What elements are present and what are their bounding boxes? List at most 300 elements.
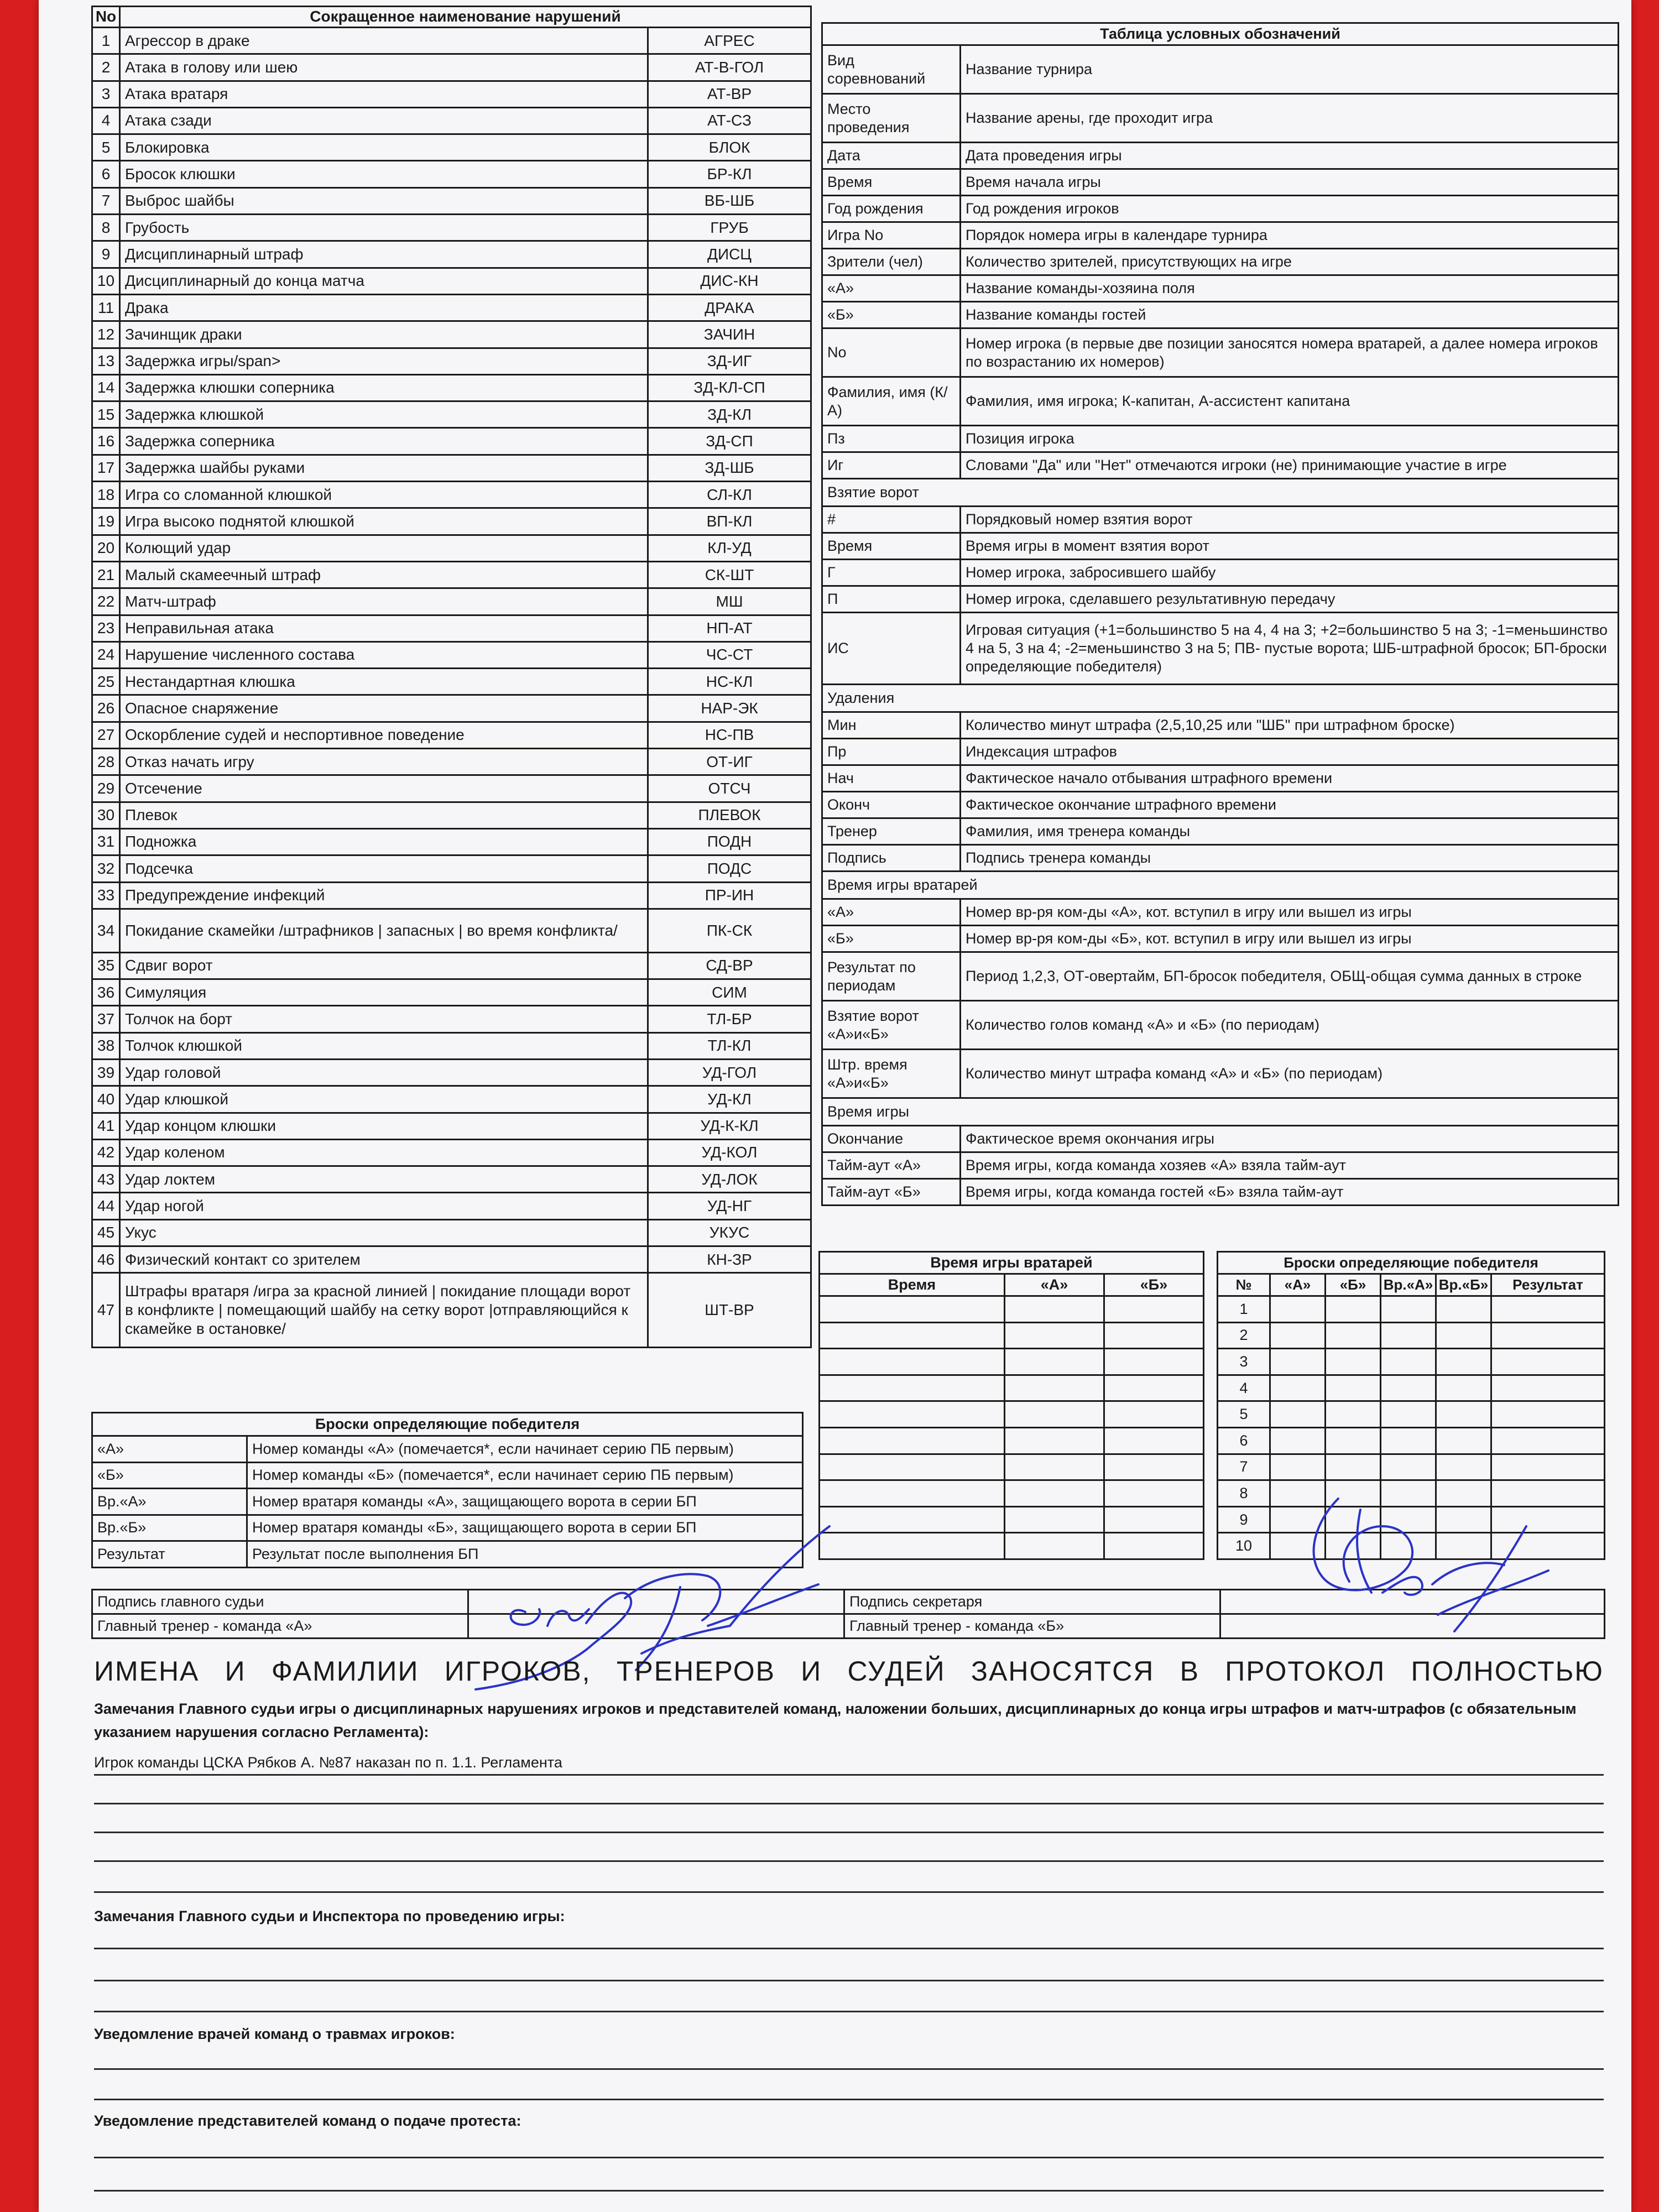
violation-code: ДИС-КН xyxy=(648,268,811,294)
goalie-time-cell xyxy=(1104,1427,1204,1454)
legend-key: Тренер xyxy=(822,818,961,845)
notice-word: ПРОТОКОЛ xyxy=(1225,1656,1386,1687)
violation-code: ВБ-ШБ xyxy=(648,187,811,214)
violation-code: УД-КЛ xyxy=(648,1086,811,1113)
remarks-line xyxy=(94,1948,1604,1949)
protest-title: Уведомление представителей команд о подаче протеста: xyxy=(94,2112,521,2129)
violation-row xyxy=(92,1219,811,1246)
notice-word: ПОЛНОСТЬЮ xyxy=(1411,1656,1604,1687)
legend-value: Номер игрока, забросившего шайбу xyxy=(961,560,1619,586)
violation-name: Отказ начать игру xyxy=(120,749,648,775)
goalie-time-cell xyxy=(1104,1506,1204,1533)
violation-row xyxy=(92,81,811,107)
violation-code: ДИСЦ xyxy=(648,241,811,268)
shootout-number: 5 xyxy=(1218,1401,1270,1428)
violation-number: 1 xyxy=(92,28,120,54)
goalie-time-row xyxy=(820,1480,1204,1507)
violation-number: 18 xyxy=(92,482,120,508)
shootout-legend-row xyxy=(92,1462,803,1489)
violation-number: 42 xyxy=(92,1139,120,1166)
violation-name: Блокировка xyxy=(120,134,648,161)
violation-code: УД-КОЛ xyxy=(648,1139,811,1166)
legend-value: Порядок номера игры в календаре турнира xyxy=(961,222,1619,249)
goalie-time-cell xyxy=(1005,1454,1104,1480)
violation-row xyxy=(92,828,811,855)
remarks-line xyxy=(94,2011,1604,2012)
violations-header-row xyxy=(92,7,811,28)
legend-value: Игровая ситуация (+1=большинство 5 на 4, 4 на 3; +2=большинство 5 на 3; -1=меньшинство 4 на 5, 3 на 4; -2=меньшинство 3 на 5; ПВ- пустые ворота; ШБ-штрафной бросок; БП-броски определяющие победителя) xyxy=(961,613,1619,685)
violation-row xyxy=(92,1086,811,1113)
legend-value: Количество зрителей, присутствующих на игре xyxy=(961,249,1619,275)
legend-value: Время начала игры xyxy=(961,169,1619,196)
violation-code: УКУС xyxy=(648,1219,811,1246)
violation-number: 40 xyxy=(92,1086,120,1113)
violation-number: 44 xyxy=(92,1193,120,1219)
legend-value: Название турнира xyxy=(961,45,1619,94)
violation-number: 45 xyxy=(92,1219,120,1246)
violation-number: 17 xyxy=(92,455,120,481)
legend-row xyxy=(822,845,1619,872)
legend-row xyxy=(822,818,1619,845)
shootout-legend-key: Вр.«Б» xyxy=(92,1515,247,1541)
violation-code: УД-ГОЛ xyxy=(648,1059,811,1086)
violation-code: СД-ВР xyxy=(648,952,811,979)
legend-row xyxy=(822,586,1619,613)
legend-row xyxy=(822,507,1619,533)
legend-value: Номер вр-ря ком-ды «А», кот. вступил в игру или вышел из игры xyxy=(961,899,1619,926)
shootout-number: 10 xyxy=(1218,1533,1270,1559)
violation-row xyxy=(92,401,811,428)
shootout-cell xyxy=(1381,1427,1436,1454)
shootout-cell xyxy=(1381,1296,1436,1323)
shootout-legend-key: «А» xyxy=(92,1436,247,1463)
goalie-time-row xyxy=(820,1349,1204,1375)
legend-value: Словами "Да" или "Нет" отмечаются игроки (не) принимающие участие в игре xyxy=(961,452,1619,479)
violation-row xyxy=(92,952,811,979)
goalie-time-cell xyxy=(1005,1427,1104,1454)
violation-row xyxy=(92,107,811,134)
violation-code: ВП-КЛ xyxy=(648,508,811,535)
goalie-time-row xyxy=(820,1296,1204,1323)
shootout-cell xyxy=(1491,1375,1605,1401)
violation-number: 23 xyxy=(92,615,120,641)
violation-name: Атака сзади xyxy=(120,107,648,134)
legend-key: Мин xyxy=(822,712,961,739)
violation-row xyxy=(92,187,811,214)
violation-row xyxy=(92,722,811,748)
violation-code: ПОДС xyxy=(648,855,811,882)
violation-code: НС-ПВ xyxy=(648,722,811,748)
legend-value: Дата проведения игры xyxy=(961,143,1619,169)
legend-key: Год рождения xyxy=(822,196,961,222)
remarks-line xyxy=(94,2190,1604,2192)
legend-value: Номер игрока (в первые две позиции заносятся номера вратарей, а далее номера игроков по возрастанию их номеров) xyxy=(961,328,1619,377)
violation-code: УД-НГ xyxy=(648,1193,811,1219)
shootout-cell xyxy=(1436,1349,1491,1375)
legend-key: Вид соревнований xyxy=(822,45,961,94)
violation-code: СК-ШТ xyxy=(648,561,811,588)
violation-row xyxy=(92,535,811,561)
violation-name: Драка xyxy=(120,294,648,321)
shootout-row xyxy=(1218,1296,1605,1323)
notice-full-names xyxy=(94,1655,1604,1687)
violation-name: Колющий удар xyxy=(120,535,648,561)
legend-key: Игра No xyxy=(822,222,961,249)
violation-row xyxy=(92,1193,811,1219)
goalie-time-cell xyxy=(1104,1349,1204,1375)
violation-row xyxy=(92,1166,811,1193)
violation-number: 24 xyxy=(92,641,120,668)
violation-name: Удар ногой xyxy=(120,1193,648,1219)
violation-code: ПР-ИН xyxy=(648,882,811,909)
legend-key: Тайм-аут «Б» xyxy=(822,1179,961,1206)
violation-number: 39 xyxy=(92,1059,120,1086)
violation-name: Подножка xyxy=(120,828,648,855)
legend-row xyxy=(822,560,1619,586)
legend-row xyxy=(822,1179,1619,1206)
goalie-time-col-a: «А» xyxy=(1005,1274,1104,1296)
violation-code: БР-КЛ xyxy=(648,161,811,187)
violation-row xyxy=(92,615,811,641)
violation-name: Нарушение численного состава xyxy=(120,641,648,668)
goalie-time-cell xyxy=(820,1401,1005,1428)
shootout-number: 3 xyxy=(1218,1349,1270,1375)
legend-row xyxy=(822,222,1619,249)
shootout-legend-value: Номер вратаря команды «А», защищающего ворота в серии БП xyxy=(247,1489,803,1515)
shootout-number: 9 xyxy=(1218,1506,1270,1533)
legend-value: Подпись тренера команды xyxy=(961,845,1619,872)
violation-name: Толчок на борт xyxy=(120,1006,648,1032)
legend-key: «Б» xyxy=(822,926,961,952)
shootout-legend-row xyxy=(92,1436,803,1463)
violation-code: ОТСЧ xyxy=(648,775,811,802)
violation-code: ЗД-ШБ xyxy=(648,455,811,481)
notice-word: ЗАНОСЯТСЯ xyxy=(971,1656,1155,1687)
legend-row xyxy=(822,872,1619,899)
violation-row xyxy=(92,508,811,535)
violation-row xyxy=(92,775,811,802)
violation-number: 7 xyxy=(92,187,120,214)
legend-row xyxy=(822,479,1619,507)
goalie-time-cell xyxy=(1104,1480,1204,1507)
legend-row xyxy=(822,169,1619,196)
shootout-cell xyxy=(1436,1322,1491,1349)
violation-name: Опасное снаряжение xyxy=(120,695,648,722)
shootout-legend-value: Номер команды «Б» (помечается*, если начинает серию ПБ первым) xyxy=(247,1462,803,1489)
violation-number: 6 xyxy=(92,161,120,187)
violation-code: ГРУБ xyxy=(648,215,811,241)
violation-code: ДРАКА xyxy=(648,294,811,321)
legend-value: Количество минут штрафа (2,5,10,25 или "ШБ" при штрафном броске) xyxy=(961,712,1619,739)
violation-number: 12 xyxy=(92,321,120,348)
notice-word: И xyxy=(801,1656,822,1687)
legend-row xyxy=(822,1152,1619,1179)
legend-value: Количество голов команд «А» и «Б» (по периодам) xyxy=(961,1001,1619,1050)
violation-code: НАР-ЭК xyxy=(648,695,811,722)
violation-number: 4 xyxy=(92,107,120,134)
violation-name: Удар концом клюшки xyxy=(120,1113,648,1139)
goalie-time-cell xyxy=(1104,1296,1204,1323)
legend-row xyxy=(822,712,1619,739)
violation-row xyxy=(92,1139,811,1166)
violation-number: 11 xyxy=(92,294,120,321)
legend-key: «А» xyxy=(822,275,961,302)
shootout-cell xyxy=(1326,1401,1381,1428)
shootout-legend-key: «Б» xyxy=(92,1462,247,1489)
violation-name: Игра высоко поднятой клюшкой xyxy=(120,508,648,535)
violation-row xyxy=(92,215,811,241)
violation-code: ПОДН xyxy=(648,828,811,855)
violation-code: УД-ЛОК xyxy=(648,1166,811,1193)
goalie-time-cell xyxy=(1104,1533,1204,1559)
legend-value: Время игры в момент взятия ворот xyxy=(961,533,1619,560)
violation-number: 16 xyxy=(92,428,120,455)
legend-key: Дата xyxy=(822,143,961,169)
legend-value: Время игры, когда команда гостей «Б» взяла тайм-аут xyxy=(961,1179,1619,1206)
legend-value: Время игры, когда команда хозяев «А» взяла тайм-аут xyxy=(961,1152,1619,1179)
goalie-time-row xyxy=(820,1322,1204,1349)
goalie-time-row xyxy=(820,1375,1204,1401)
shootout-row xyxy=(1218,1427,1605,1454)
legend-key: «Б» xyxy=(822,302,961,328)
violation-code: ШТ-ВР xyxy=(648,1273,811,1348)
violation-number: 34 xyxy=(92,909,120,952)
legend-key: Место проведения xyxy=(822,94,961,143)
legend-key: «А» xyxy=(822,899,961,926)
violation-row xyxy=(92,161,811,187)
legend-key: Подпись xyxy=(822,845,961,872)
goalie-time-row xyxy=(820,1454,1204,1480)
shootout-legend-key: Вр.«А» xyxy=(92,1489,247,1515)
violations-col-no: No xyxy=(92,7,120,28)
goalie-time-cell xyxy=(820,1322,1005,1349)
remarks-line xyxy=(94,1891,1604,1893)
shootout-cell xyxy=(1436,1296,1491,1323)
shootout-cell xyxy=(1381,1349,1436,1375)
shootout-legend-key: Результат xyxy=(92,1541,247,1568)
violation-number: 9 xyxy=(92,241,120,268)
violation-code: ЗД-СП xyxy=(648,428,811,455)
shootout-number: 4 xyxy=(1218,1375,1270,1401)
shootout-legend-value: Результат после выполнения БП xyxy=(247,1541,803,1568)
legend-value: Количество минут штрафа команд «А» и «Б» (по периодам) xyxy=(961,1050,1619,1098)
remarks-line xyxy=(94,2157,1604,2158)
goalie-time-row xyxy=(820,1427,1204,1454)
violation-name: Удар клюшкой xyxy=(120,1086,648,1113)
shootout-cell xyxy=(1326,1322,1381,1349)
violation-code: ЗАЧИН xyxy=(648,321,811,348)
violation-name: Игра со сломанной клюшкой xyxy=(120,482,648,508)
violation-row xyxy=(92,561,811,588)
legend-key: Зрители (чел) xyxy=(822,249,961,275)
violation-code: АТ-СЗ xyxy=(648,107,811,134)
violation-number: 10 xyxy=(92,268,120,294)
legend-section: Удаления xyxy=(822,685,1619,712)
legend-value: Позиция игрока xyxy=(961,426,1619,452)
violation-row xyxy=(92,1059,811,1086)
inspector-remarks-title: Замечания Главного судьи и Инспектора по проведению игры: xyxy=(94,1908,565,1924)
violation-name: Атака в голову или шею xyxy=(120,54,648,81)
remarks-line xyxy=(94,1980,1604,1981)
violation-row xyxy=(92,54,811,81)
remarks-line xyxy=(94,1832,1604,1833)
violation-name: Дисциплинарный штраф xyxy=(120,241,648,268)
legend-value: Номер вр-ря ком-ды «Б», кот. вступил в игру или вышел из игры xyxy=(961,926,1619,952)
legend-key: Окончание xyxy=(822,1126,961,1152)
shootout-legend-value: Номер команды «А» (помечается*, если начинает серию ПБ первым) xyxy=(247,1436,803,1463)
violation-row xyxy=(92,1032,811,1059)
violation-name: Выброс шайбы xyxy=(120,187,648,214)
violation-code: ЗД-КЛ xyxy=(648,401,811,428)
shootout-cell xyxy=(1326,1454,1381,1480)
legend-key: Штр. время «А»и«Б» xyxy=(822,1050,961,1098)
violations-table xyxy=(91,6,812,1348)
shootout-col-result: Результат xyxy=(1491,1274,1605,1296)
shootout-cell xyxy=(1381,1322,1436,1349)
violation-number: 13 xyxy=(92,348,120,374)
goalie-time-col-time: Время xyxy=(820,1274,1005,1296)
shootout-cell xyxy=(1326,1296,1381,1323)
violation-name: Матч-штраф xyxy=(120,588,648,615)
goalie-time-cell xyxy=(1005,1349,1104,1375)
violation-name: Штрафы вратаря /игра за красной линией | покидание площади ворот в конфликте | помещающий шайбу на сетку ворот |отправляющийся к скамейке в остановке/ xyxy=(120,1273,648,1348)
violation-row xyxy=(92,134,811,161)
violation-row xyxy=(92,1006,811,1032)
coach-a-label: Главный тренер - команда «А» xyxy=(92,1614,468,1639)
legend-row xyxy=(822,899,1619,926)
shootout-cell xyxy=(1270,1454,1326,1480)
violation-name: Грубость xyxy=(120,215,648,241)
notice-word: ФАМИЛИИ xyxy=(271,1656,419,1687)
violation-name: Предупреждение инфекций xyxy=(120,882,648,909)
legend-value: Порядковый номер взятия ворот xyxy=(961,507,1619,533)
legend-key: Время xyxy=(822,169,961,196)
legend-row xyxy=(822,613,1619,685)
legend-key: Пр xyxy=(822,739,961,765)
shootout-cell xyxy=(1436,1375,1491,1401)
goalie-time-cell xyxy=(820,1296,1005,1323)
legend-section: Время игры xyxy=(822,1098,1619,1126)
violation-name: Задержка клюшки соперника xyxy=(120,374,648,401)
shootout-cell xyxy=(1436,1401,1491,1428)
violation-number: 5 xyxy=(92,134,120,161)
legend-key: Оконч xyxy=(822,792,961,818)
shootout-row xyxy=(1218,1401,1605,1428)
shootout-cell xyxy=(1270,1427,1326,1454)
notice-word: ТРЕНЕРОВ xyxy=(616,1656,776,1687)
goalie-time-cell xyxy=(1104,1454,1204,1480)
goalie-time-cell xyxy=(1005,1375,1104,1401)
goalie-time-cell xyxy=(820,1454,1005,1480)
violation-number: 3 xyxy=(92,81,120,107)
shootout-col-goalie-a: Вр.«А» xyxy=(1381,1274,1436,1296)
violation-row xyxy=(92,294,811,321)
shootout-legend-title: Броски определяющие победителя xyxy=(92,1413,803,1436)
notice-word: ИГРОКОВ, xyxy=(444,1656,591,1687)
shootout-cell xyxy=(1270,1322,1326,1349)
goalie-time-cell xyxy=(1005,1506,1104,1533)
shootout-cell xyxy=(1270,1401,1326,1428)
violation-name: Сдвиг ворот xyxy=(120,952,648,979)
violation-code: ПЛЕВОК xyxy=(648,802,811,828)
violation-row xyxy=(92,241,811,268)
remarks-line xyxy=(94,1774,1604,1776)
shootout-col-a: «А» xyxy=(1270,1274,1326,1296)
violation-name: Агрессор в драке xyxy=(120,28,648,54)
goalie-time-cell xyxy=(1104,1375,1204,1401)
violation-name: Симуляция xyxy=(120,979,648,1006)
violation-code: АТ-ВР xyxy=(648,81,811,107)
violation-name: Плевок xyxy=(120,802,648,828)
violation-name: Бросок клюшки xyxy=(120,161,648,187)
notice-word: ИМЕНА xyxy=(94,1656,200,1687)
legend-row xyxy=(822,275,1619,302)
violation-row xyxy=(92,802,811,828)
violation-row xyxy=(92,695,811,722)
legend-row xyxy=(822,533,1619,560)
violation-number: 32 xyxy=(92,855,120,882)
violation-row xyxy=(92,321,811,348)
shootout-cell xyxy=(1381,1375,1436,1401)
remarks-line xyxy=(94,1860,1604,1862)
legend-key: Иг xyxy=(822,452,961,479)
violation-name: Удар локтем xyxy=(120,1166,648,1193)
violation-code: КН-ЗР xyxy=(648,1246,811,1273)
violation-name: Неправильная атака xyxy=(120,615,648,641)
legend-row xyxy=(822,739,1619,765)
shootout-cell xyxy=(1491,1427,1605,1454)
violation-name: Удар коленом xyxy=(120,1139,648,1166)
legend-row xyxy=(822,792,1619,818)
legend-row xyxy=(822,1050,1619,1098)
violation-name: Физический контакт со зрителем xyxy=(120,1246,648,1273)
discipline-remarks-entry: Игрок команды ЦСКА Рябков А. №87 наказан по п. 1.1. Регламента xyxy=(94,1754,562,1771)
legend-value: Номер игрока, сделавшего результативную передачу xyxy=(961,586,1619,613)
legend-section: Взятие ворот xyxy=(822,479,1619,507)
shootout-cell xyxy=(1491,1322,1605,1349)
goalie-time-cell xyxy=(820,1480,1005,1507)
notice-word: И xyxy=(225,1656,246,1687)
legend-row xyxy=(822,249,1619,275)
violation-row xyxy=(92,428,811,455)
shootout-cell xyxy=(1270,1375,1326,1401)
legend-value: Фамилия, имя игрока; К-капитан, А-ассистент капитана xyxy=(961,377,1619,426)
violation-name: Подсечка xyxy=(120,855,648,882)
legend-row xyxy=(822,302,1619,328)
violation-code: АГРЕС xyxy=(648,28,811,54)
legend-key: Результат по периодам xyxy=(822,952,961,1001)
legend-row xyxy=(822,328,1619,377)
goalie-time-cell xyxy=(1005,1322,1104,1349)
violation-row xyxy=(92,855,811,882)
violation-code: СЛ-КЛ xyxy=(648,482,811,508)
legend-value: Фактическое начало отбывания штрафного времени xyxy=(961,765,1619,792)
violation-name: Удар головой xyxy=(120,1059,648,1086)
remarks-line xyxy=(94,2099,1604,2100)
legend-row xyxy=(822,952,1619,1001)
shootout-number: 2 xyxy=(1218,1322,1270,1349)
shootout-title: Броски определяющие победителя xyxy=(1218,1252,1605,1274)
legend-section: Время игры вратарей xyxy=(822,872,1619,899)
violation-code: СИМ xyxy=(648,979,811,1006)
violation-number: 36 xyxy=(92,979,120,1006)
violation-code: ЗД-КЛ-СП xyxy=(648,374,811,401)
violation-row xyxy=(92,28,811,54)
legend-key: Нач xyxy=(822,765,961,792)
violation-number: 19 xyxy=(92,508,120,535)
violation-name: Зачинщик драки xyxy=(120,321,648,348)
legend-key: Время xyxy=(822,533,961,560)
